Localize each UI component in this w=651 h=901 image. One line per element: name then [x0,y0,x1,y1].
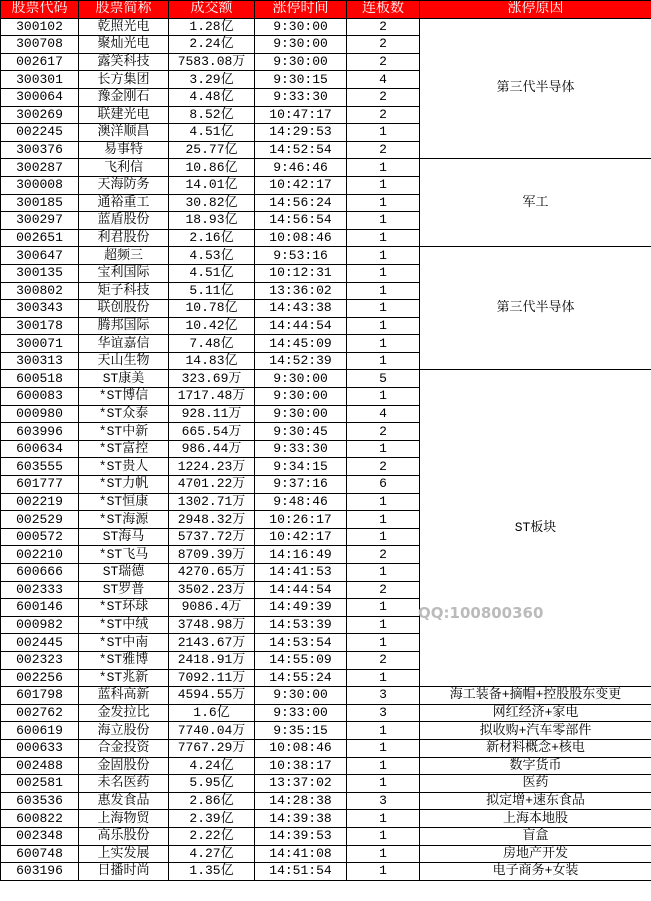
turnover: 1224.23万 [169,458,255,476]
stock-code: 002488 [1,757,79,775]
stock-code: 600748 [1,845,79,863]
limit-up-time: 9:46:46 [255,159,347,177]
stock-name: *ST中绒 [79,616,169,634]
limit-up-time: 9:30:00 [255,388,347,406]
table-row [1,792,651,810]
header-name: 股票简称 [79,1,169,19]
turnover: 3502.23万 [169,581,255,599]
table-row [1,18,651,36]
limit-up-time: 14:56:54 [255,212,347,230]
stock-code: 300269 [1,106,79,124]
stock-code: 300313 [1,352,79,370]
header-row [1,1,651,19]
stock-name: 高乐股份 [79,827,169,845]
limit-up-time: 10:38:17 [255,757,347,775]
stock-code: 300135 [1,264,79,282]
stock-name: ST海马 [79,528,169,546]
watermark: QQ:100800360 [418,604,544,622]
stock-name: 日播时尚 [79,863,169,881]
table-row [1,159,651,177]
stock-name: 通裕重工 [79,194,169,212]
header-reason: 涨停原因 [420,1,651,19]
limit-up-reason: 网红经济+家电 [420,704,651,722]
streak-count: 1 [347,775,420,793]
stock-name: *ST恒康 [79,493,169,511]
limit-up-time: 10:08:46 [255,229,347,247]
stock-code: 000980 [1,405,79,423]
stock-name: 腾邦国际 [79,317,169,335]
limit-up-time: 14:55:09 [255,651,347,669]
stock-name: *ST贵人 [79,458,169,476]
stock-name: 惠发食品 [79,792,169,810]
limit-up-time: 14:28:38 [255,792,347,810]
streak-count: 1 [347,845,420,863]
turnover: 4.48亿 [169,88,255,106]
stock-name: 金固股份 [79,757,169,775]
stock-code: 002762 [1,704,79,722]
streak-count: 1 [347,124,420,142]
limit-up-time: 14:52:39 [255,352,347,370]
turnover: 2.24亿 [169,36,255,54]
stock-code: 603196 [1,863,79,881]
stock-code: 600518 [1,370,79,388]
table-row [1,775,651,793]
stock-name: 蓝盾股份 [79,212,169,230]
limit-up-reason: 上海本地股 [420,810,651,828]
streak-count: 4 [347,405,420,423]
stock-name: 蓝科高新 [79,687,169,705]
limit-up-time: 9:33:30 [255,440,347,458]
streak-count: 3 [347,792,420,810]
limit-up-time: 14:52:54 [255,141,347,159]
stock-code: 002323 [1,651,79,669]
stock-code: 002219 [1,493,79,511]
turnover: 7583.08万 [169,53,255,71]
limit-up-time: 9:35:15 [255,722,347,740]
header-time: 涨停时间 [255,1,347,19]
turnover: 1.28亿 [169,18,255,36]
limit-up-reason: 拟收购+汽车零部件 [420,722,651,740]
turnover: 4270.65万 [169,564,255,582]
streak-count: 1 [347,528,420,546]
turnover: 7767.29万 [169,739,255,757]
streak-count: 1 [347,264,420,282]
stock-name: *ST环球 [79,599,169,617]
stock-code: 300008 [1,176,79,194]
limit-up-time: 14:43:38 [255,300,347,318]
table-row [1,370,651,388]
table-row [1,704,651,722]
streak-count: 1 [347,300,420,318]
limit-up-time: 13:37:02 [255,775,347,793]
stock-name: 飞利信 [79,159,169,177]
streak-count: 4 [347,71,420,89]
stock-name: *ST富控 [79,440,169,458]
turnover: 5.11亿 [169,282,255,300]
streak-count: 1 [347,176,420,194]
limit-up-reason: 第三代半导体 [420,18,651,159]
stock-name: *ST兆新 [79,669,169,687]
streak-count: 6 [347,476,420,494]
stock-code: 000982 [1,616,79,634]
limit-up-time: 14:56:24 [255,194,347,212]
turnover: 1.6亿 [169,704,255,722]
turnover: 7740.04万 [169,722,255,740]
limit-up-time: 9:30:00 [255,370,347,388]
stock-name: 海立股份 [79,722,169,740]
stock-code: 300343 [1,300,79,318]
limit-up-time: 14:39:53 [255,827,347,845]
table-body [1,18,651,880]
stock-name: 聚灿光电 [79,36,169,54]
limit-up-time: 14:44:54 [255,317,347,335]
turnover: 4.53亿 [169,247,255,265]
limit-up-time: 9:30:00 [255,405,347,423]
limit-up-time: 9:30:00 [255,18,347,36]
stock-code: 002581 [1,775,79,793]
stock-name: 天山生物 [79,352,169,370]
streak-count: 2 [347,458,420,476]
turnover: 2.86亿 [169,792,255,810]
stock-code: 002245 [1,124,79,142]
stock-name: 澳洋顺昌 [79,124,169,142]
stock-code: 300301 [1,71,79,89]
stock-code: 002651 [1,229,79,247]
streak-count: 1 [347,159,420,177]
limit-up-time: 10:42:17 [255,528,347,546]
stock-code: 601798 [1,687,79,705]
stock-name: 矩子科技 [79,282,169,300]
limit-up-time: 14:41:08 [255,845,347,863]
turnover: 30.82亿 [169,194,255,212]
turnover: 10.78亿 [169,300,255,318]
limit-up-time: 14:53:39 [255,616,347,634]
streak-count: 1 [347,757,420,775]
limit-up-time: 9:37:16 [255,476,347,494]
limit-up-reason: 军工 [420,159,651,247]
stock-code: 002445 [1,634,79,652]
turnover: 3748.98万 [169,616,255,634]
streak-count: 1 [347,388,420,406]
stock-name: *ST力帆 [79,476,169,494]
turnover: 928.11万 [169,405,255,423]
stock-code: 603555 [1,458,79,476]
table-row [1,863,651,881]
turnover: 8.52亿 [169,106,255,124]
stock-name: ST瑞德 [79,564,169,582]
streak-count: 2 [347,141,420,159]
turnover: 25.77亿 [169,141,255,159]
stock-code: 300287 [1,159,79,177]
limit-up-reason: 电子商务+女装 [420,863,651,881]
stock-name: 乾照光电 [79,18,169,36]
stock-name: 未名医药 [79,775,169,793]
stock-name: 合金投资 [79,739,169,757]
stock-name: *ST众泰 [79,405,169,423]
stock-code: 300647 [1,247,79,265]
turnover: 323.69万 [169,370,255,388]
turnover: 2143.67万 [169,634,255,652]
limit-up-reason: 拟定增+速东食品 [420,792,651,810]
streak-count: 2 [347,18,420,36]
limit-up-time: 14:51:54 [255,863,347,881]
turnover: 3.29亿 [169,71,255,89]
streak-count: 1 [347,440,420,458]
turnover: 2948.32万 [169,511,255,529]
table-row [1,687,651,705]
stock-name: 长方集团 [79,71,169,89]
streak-count: 2 [347,651,420,669]
turnover: 4594.55万 [169,687,255,705]
streak-count: 1 [347,616,420,634]
limit-up-reason: 盲盒 [420,827,651,845]
stock-code: 300802 [1,282,79,300]
table-row [1,757,651,775]
limit-up-time: 9:30:00 [255,53,347,71]
limit-up-time: 9:53:16 [255,247,347,265]
turnover: 2.22亿 [169,827,255,845]
header-streak: 连板数 [347,1,420,19]
stock-name: 利君股份 [79,229,169,247]
stock-code: 000572 [1,528,79,546]
limit-up-time: 10:08:46 [255,739,347,757]
stock-name: ST康美 [79,370,169,388]
stock-name: 宝利国际 [79,264,169,282]
limit-up-time: 14:16:49 [255,546,347,564]
streak-count: 2 [347,36,420,54]
limit-up-time: 10:26:17 [255,511,347,529]
stock-code: 600634 [1,440,79,458]
limit-up-time: 14:53:54 [255,634,347,652]
streak-count: 1 [347,335,420,353]
streak-count: 3 [347,687,420,705]
streak-count: 2 [347,53,420,71]
streak-count: 2 [347,423,420,441]
limit-up-reason: 第三代半导体 [420,247,651,370]
streak-count: 1 [347,194,420,212]
streak-count: 1 [347,669,420,687]
stock-code: 601777 [1,476,79,494]
stock-name: *ST飞马 [79,546,169,564]
streak-count: 2 [347,581,420,599]
streak-count: 1 [347,810,420,828]
stock-code: 600083 [1,388,79,406]
limit-up-time: 10:47:17 [255,106,347,124]
stock-code: 002348 [1,827,79,845]
stock-code: 002333 [1,581,79,599]
streak-count: 1 [347,827,420,845]
stock-code: 002617 [1,53,79,71]
stock-code: 002529 [1,511,79,529]
limit-up-reason: 新材料概念+核电 [420,739,651,757]
limit-up-time: 14:29:53 [255,124,347,142]
stock-code: 300102 [1,18,79,36]
turnover: 9086.4万 [169,599,255,617]
limit-up-time: 14:39:38 [255,810,347,828]
streak-count: 1 [347,212,420,230]
stock-name: ST罗普 [79,581,169,599]
limit-up-reason: ST板块 [420,370,651,687]
stock-code: 002210 [1,546,79,564]
streak-count: 1 [347,282,420,300]
limit-up-time: 10:12:31 [255,264,347,282]
stock-name: *ST雅博 [79,651,169,669]
header-turnover: 成交额 [169,1,255,19]
streak-count: 1 [347,247,420,265]
limit-up-reason: 房地产开发 [420,845,651,863]
streak-count: 1 [347,739,420,757]
limit-up-time: 9:30:00 [255,36,347,54]
limit-up-reason: 海工装备+摘帽+控股股东变更 [420,687,651,705]
turnover: 1.35亿 [169,863,255,881]
stock-code: 600666 [1,564,79,582]
turnover: 14.01亿 [169,176,255,194]
limit-up-time: 9:30:45 [255,423,347,441]
streak-count: 1 [347,599,420,617]
streak-count: 2 [347,88,420,106]
turnover: 5737.72万 [169,528,255,546]
limit-up-time: 9:33:30 [255,88,347,106]
turnover: 2.16亿 [169,229,255,247]
streak-count: 1 [347,317,420,335]
stock-code: 300071 [1,335,79,353]
stock-name: *ST博信 [79,388,169,406]
stock-code: 300064 [1,88,79,106]
stock-name: 天海防务 [79,176,169,194]
table-row [1,845,651,863]
stock-name: 金发拉比 [79,704,169,722]
limit-up-time: 9:34:15 [255,458,347,476]
stock-code: 600146 [1,599,79,617]
turnover: 986.44万 [169,440,255,458]
stock-code: 300708 [1,36,79,54]
streak-count: 1 [347,229,420,247]
turnover: 1302.71万 [169,493,255,511]
streak-count: 1 [347,634,420,652]
stock-name: 露笑科技 [79,53,169,71]
stock-code: 603996 [1,423,79,441]
streak-count: 1 [347,722,420,740]
table-row [1,739,651,757]
stock-code: 600619 [1,722,79,740]
stock-name: 豫金刚石 [79,88,169,106]
turnover: 5.95亿 [169,775,255,793]
limit-up-time: 9:30:00 [255,687,347,705]
turnover: 4.51亿 [169,264,255,282]
limit-up-reason: 数字货币 [420,757,651,775]
limit-up-time: 14:45:09 [255,335,347,353]
turnover: 665.54万 [169,423,255,441]
limit-up-time: 9:30:15 [255,71,347,89]
streak-count: 2 [347,546,420,564]
stock-name: 易事特 [79,141,169,159]
stock-code: 300185 [1,194,79,212]
limit-up-time: 9:48:46 [255,493,347,511]
stock-name: 超频三 [79,247,169,265]
turnover: 1717.48万 [169,388,255,406]
turnover: 10.86亿 [169,159,255,177]
stock-code: 300178 [1,317,79,335]
table-row [1,810,651,828]
turnover: 4.27亿 [169,845,255,863]
stock-name: 上海物贸 [79,810,169,828]
stock-code: 300376 [1,141,79,159]
streak-count: 1 [347,352,420,370]
streak-count: 3 [347,704,420,722]
streak-count: 1 [347,863,420,881]
streak-count: 2 [347,106,420,124]
limit-up-reason: 医药 [420,775,651,793]
stock-code: 000633 [1,739,79,757]
limit-up-time: 13:36:02 [255,282,347,300]
limit-up-time: 10:42:17 [255,176,347,194]
turnover: 7.48亿 [169,335,255,353]
turnover: 4701.22万 [169,476,255,494]
streak-count: 5 [347,370,420,388]
turnover: 7092.11万 [169,669,255,687]
stock-name: *ST海源 [79,511,169,529]
streak-count: 1 [347,564,420,582]
stock-name: 华谊嘉信 [79,335,169,353]
turnover: 4.24亿 [169,757,255,775]
turnover: 14.83亿 [169,352,255,370]
stock-code: 603536 [1,792,79,810]
turnover: 2.39亿 [169,810,255,828]
turnover: 10.42亿 [169,317,255,335]
limit-up-time: 14:55:24 [255,669,347,687]
streak-count: 1 [347,493,420,511]
table-row [1,722,651,740]
stock-name: *ST中南 [79,634,169,652]
stock-name: 上实发展 [79,845,169,863]
stock-code: 300297 [1,212,79,230]
turnover: 4.51亿 [169,124,255,142]
turnover: 2418.91万 [169,651,255,669]
limit-up-time: 14:44:54 [255,581,347,599]
stock-code: 600822 [1,810,79,828]
streak-count: 1 [347,511,420,529]
limit-up-time: 14:49:39 [255,599,347,617]
header-code: 股票代码 [1,1,79,19]
limit-up-time: 14:41:53 [255,564,347,582]
limit-up-time: 9:33:00 [255,704,347,722]
stock-name: *ST中新 [79,423,169,441]
stock-name: 联创股份 [79,300,169,318]
stock-name: 联建光电 [79,106,169,124]
turnover: 8709.39万 [169,546,255,564]
turnover: 18.93亿 [169,212,255,230]
table-row [1,247,651,265]
stock-code: 002256 [1,669,79,687]
table-row [1,827,651,845]
